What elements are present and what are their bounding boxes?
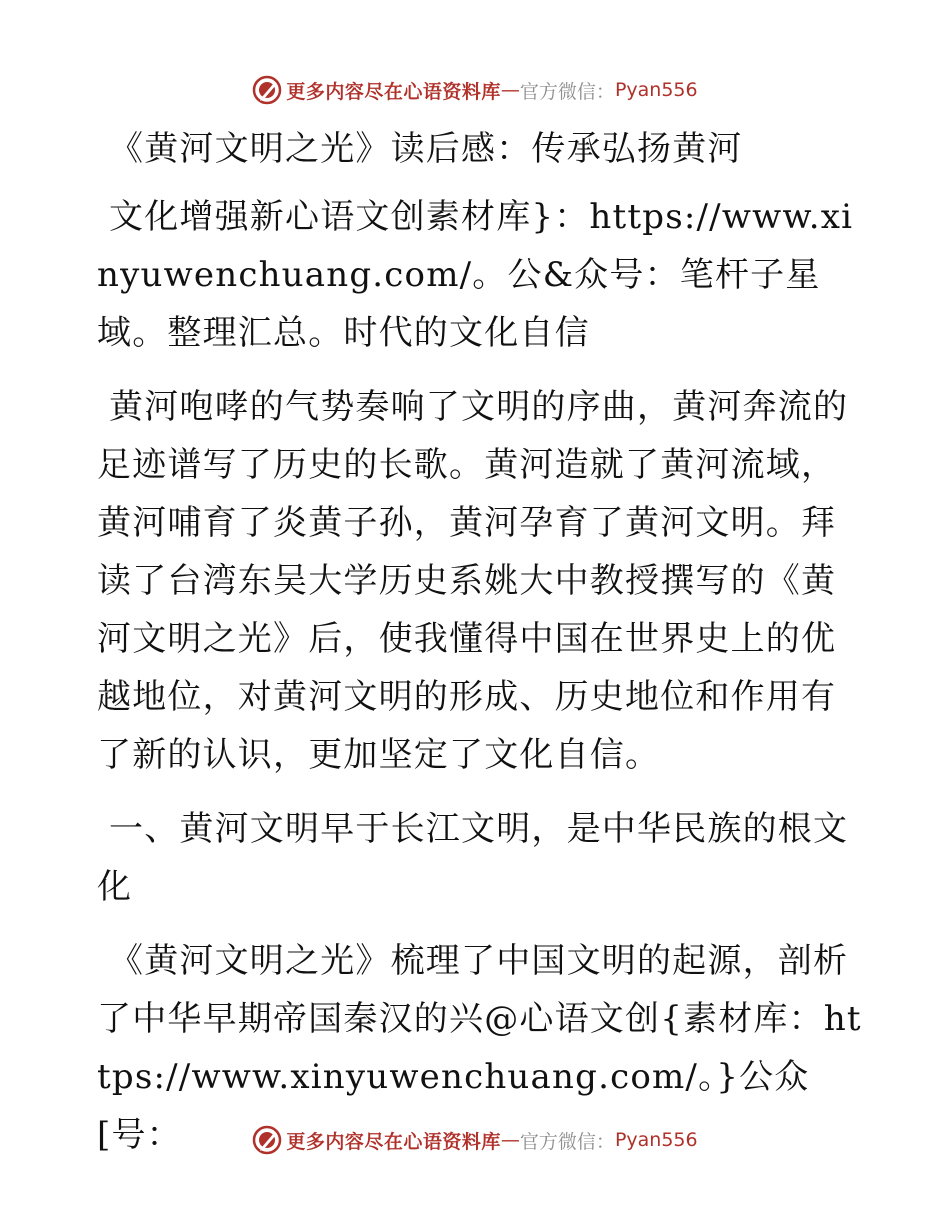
pen-logo-icon xyxy=(252,75,282,105)
banner-wechat-id: Pyan556 xyxy=(614,1129,698,1151)
banner-separator: — xyxy=(500,79,520,101)
banner-wechat-label: 官方微信： xyxy=(519,80,615,103)
paragraph-section-one: 《黄河文明之光》梳理了中国文明的起源，剖析了中华早期帝国秦汉的兴@心语文创{素材库：https://www.xinyuwenchuang.com/。}公众[号： xyxy=(97,941,862,1155)
footer-watermark-banner xyxy=(0,1122,950,1158)
pen-logo-icon xyxy=(252,1125,282,1155)
banner-brand-text: 更多内容尽在心语资料库 xyxy=(286,80,501,103)
banner-wechat-label: 官方微信： xyxy=(519,1130,615,1153)
section-heading: 一、黄河文明早于长江文明，是中华民族的根文化 xyxy=(97,809,849,907)
document-body xyxy=(97,120,867,1180)
banner-separator: — xyxy=(500,1129,520,1151)
banner-wechat-id: Pyan556 xyxy=(614,79,698,101)
header-watermark-banner xyxy=(0,72,950,108)
paragraph-intro: 文化增强新心语文创素材库}：https://www.xinyuwenchuang.com/。公&众号：笔杆子星域。整理汇总。时代的文化自信 xyxy=(97,197,854,353)
banner-brand-text: 更多内容尽在心语资料库 xyxy=(286,1130,501,1153)
document-title: 《黄河文明之光》读后感：传承弘扬黄河 xyxy=(109,129,743,169)
paragraph-main: 黄河咆哮的气势奏响了文明的序曲，黄河奔流的足迹谱写了历史的长歌。黄河造就了黄河流域，黄河哺育了炎黄子孙，黄河孕育了黄河文明。拜读了台湾东吴大学历史系姚大中教授撰写的《黄河文明之光》后，使我懂得中国在世界史上的优越地位，对黄河文明的形成、历史地位和作用有了新的认识，更加坚定了文化自信。 xyxy=(97,387,849,775)
